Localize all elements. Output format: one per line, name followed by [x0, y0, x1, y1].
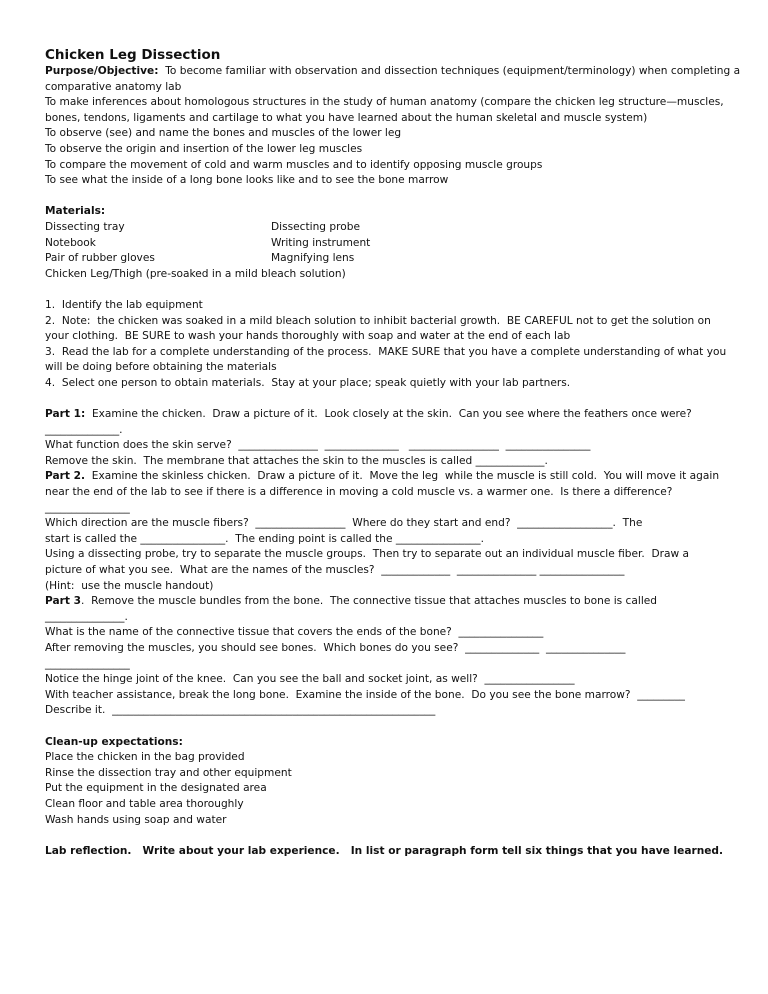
part2-line: Which direction are the muscle fibers? _________________ Where do they start and end? __________________. The [45, 517, 643, 530]
part1-line: What function does the skin serve? _______________ ______________ _________________ ________________ [45, 439, 591, 452]
material-item: Writing instrument [271, 236, 371, 249]
material-item: Pair of rubber gloves [45, 252, 155, 265]
cleanup-item: Clean floor and table area thoroughly [45, 797, 244, 810]
purpose-first-line [45, 64, 741, 80]
purpose-line: comparative anatomy lab [45, 80, 182, 93]
cleanup-item: Put the equipment in the designated area [45, 782, 267, 795]
part1-label: Part 1: [45, 408, 86, 421]
step-line: will be doing before obtaining the materials [45, 361, 277, 374]
part3-line: After removing the muscles, you should see bones. Which bones do you see? ______________ _______________ [45, 641, 626, 654]
part2-line: start is called the ________________. The ending point is called the ________________. [45, 532, 484, 545]
materials-heading: Materials: [45, 205, 106, 218]
part2-intro: Part 2. Examine the skinless chicken. Draw a picture of it. Move the leg while the muscle is still cold. You will move it again [45, 470, 720, 483]
part3-line: Describe it. _____________________________________________________________ [45, 704, 436, 717]
part3-label: Part 3 [45, 595, 81, 608]
material-item: Dissecting tray [45, 220, 125, 233]
cleanup-heading: Clean-up expectations: [45, 735, 183, 748]
material-item: Notebook [45, 236, 96, 249]
part3-line: With teacher assistance, break the long bone. Examine the inside of the bone. Do you see the bone marrow? _________ [45, 688, 685, 701]
part3-line: Notice the hinge joint of the knee. Can you see the ball and socket joint, as well? _________________ [45, 673, 575, 686]
materials-row [45, 236, 722, 252]
step-line: 2. Note: the chicken was soaked in a mild bleach solution to inhibit bacterial growth. BE CAREFUL not to get the solution on [45, 314, 711, 327]
part2-label: Part 2. [45, 470, 86, 483]
purpose-line: To observe (see) and name the bones and muscles of the lower leg [45, 127, 402, 140]
purpose-line: To compare the movement of cold and warm muscles and to identify opposing muscle groups [45, 158, 543, 171]
step-line: your clothing. BE SURE to wash your hands thoroughly with soap and water at the end of each lab [45, 330, 571, 343]
purpose-line: To make inferences about homologous structures in the study of human anatomy (compare the chicken leg structure—muscles, [45, 96, 724, 109]
part1-intro: Part 1: Examine the chicken. Draw a picture of it. Look closely at the skin. Can you see where the feathers once were? [45, 408, 692, 421]
material-item: Chicken Leg/Thigh (pre-soaked in a mild bleach solution) [45, 267, 346, 280]
purpose-text: To become familiar with observation and dissection techniques (equipment/terminology) when completing a [158, 65, 741, 77]
cleanup-item: Place the chicken in the bag provided [45, 751, 245, 764]
part1-line: ______________. [45, 423, 123, 436]
part3-intro: Part 3. Remove the muscle bundles from the bone. The connective tissue that attaches muscles to bone is called [45, 595, 657, 608]
part1-line: Remove the skin. The membrane that attaches the skin to the muscles is called _____________. [45, 454, 548, 467]
cleanup-item: Rinse the dissection tray and other equipment [45, 766, 292, 779]
step-line: 1. Identify the lab equipment [45, 298, 203, 311]
page-title: Chicken Leg Dissection [45, 47, 221, 63]
material-item: Magnifying lens [271, 252, 355, 265]
purpose-label: Purpose/Objective: [45, 65, 159, 77]
purpose-line: To observe the origin and insertion of the lower leg muscles [45, 142, 363, 155]
step-line: 3. Read the lab for a complete understanding of the process. MAKE SURE that you have a complete understanding of what you [45, 345, 727, 358]
part2-line: Using a dissecting probe, try to separate the muscle groups. Then try to separate out an individual muscle fiber. Draw a [45, 548, 690, 561]
material-item: Dissecting probe [271, 220, 360, 233]
part3-line: What is the name of the connective tissue that covers the ends of the bone? ________________ [45, 626, 544, 639]
part2-line: near the end of the lab to see if there is a difference in moving a cold muscle vs. a warmer one. Is there a difference? [45, 486, 673, 499]
materials-row [45, 220, 722, 236]
part3-line: _______________. [45, 610, 128, 623]
purpose-line: bones, tendons, ligaments and cartilage to what you have learned about the human skeletal and muscle system) [45, 111, 648, 124]
part3-line: ________________ [45, 657, 130, 670]
part2-line: (Hint: use the muscle handout) [45, 579, 214, 592]
materials-row [45, 251, 722, 267]
purpose-line: To see what the inside of a long bone looks like and to see the bone marrow [45, 174, 449, 187]
cleanup-item: Wash hands using soap and water [45, 813, 227, 826]
lab-reflection: Lab reflection. Write about your lab experience. In list or paragraph form tell six things that you have learned. [45, 844, 724, 857]
step-line: 4. Select one person to obtain materials. Stay at your place; speak quietly with your lab partners. [45, 376, 571, 389]
part2-line: ________________ [45, 501, 130, 514]
part2-line: picture of what you see. What are the names of the muscles? _____________ _______________ ________________ [45, 564, 625, 576]
